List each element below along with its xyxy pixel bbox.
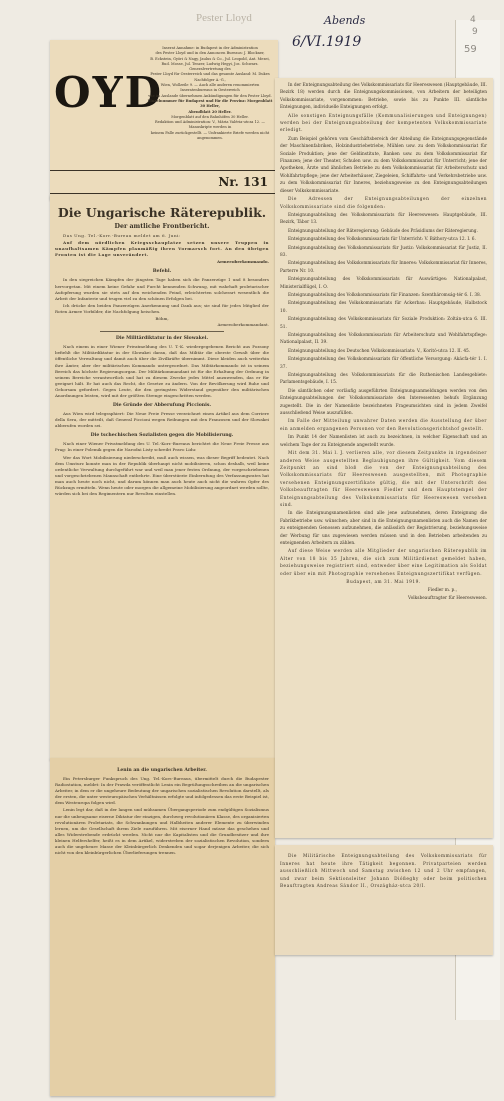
paragraph: Die Adressen der Enteignungsabteilungen der einzelnen Volkskommissariate sind die folgenden: <box>280 197 487 210</box>
signature-title: Armeeoberkommandant. <box>217 322 269 328</box>
masthead-title: OYD <box>54 68 163 117</box>
address-line: Enteignungsabteilung des Volkskommissariats für Soziale Produktion: Zoltán-utca 6. III. 51. <box>280 317 487 330</box>
issue-number: Nr. 131 <box>218 175 268 189</box>
main-article <box>55 203 269 498</box>
enteignung-notice-clipping <box>275 845 493 955</box>
paragraph: In den siegreichen Kämpfen der jüngsten Tage haben sich die Panzerzüge 1 und 8 besonders hervorgetan. Mit einem keine Gefahr und Furcht kennenden Schwung, mit wahrhaft proletarischer Aufopferung wurden sie stets auf den weichenden Feind, erleichterten solcherart wesentlich die Arbeit der Infanterie und trugen viel zu den schönen Erfolgen bei. <box>55 277 269 301</box>
pub-line: des Pester Lloyd und in den Annoncen Bureaus: J. Blockner, <box>155 51 265 56</box>
paragraph: Aus Wien wird telegraphiert: Die Neue Freie Presse verzeichnet einen Artikel aus dem Corriere della Sera, der mitteilt, daß General Piccioni wegen Reibungen mit den Franzosen und der Slowakei abberufen worden sei. <box>55 411 269 429</box>
pub-line: Inserat Annahme: in Budapest in der Administration <box>162 46 258 50</box>
pencil-mark-3: 59 <box>464 44 477 55</box>
pub-line: Rud. Mosse, Jul. Tenzer, Ludwig Hegyi, Jos. Schwarz. Generalvertretung des <box>161 61 259 72</box>
signature: Armeeoberkommando. <box>216 259 269 265</box>
paragraph: Die sämtlichen oder vorläufig ausgeführten Enteignungsanmeldungen werden von den Enteignungsabteilungen der Volkskommissariate den Interessenten behufs Ergänzung zugestellt. Die in der Namenliste bezeichneten Frageumsichten sind in jedem Zweifel ausschließend Weise auszufüllen. <box>280 388 487 417</box>
address-line: Enteignungsabteilung des Volkskommissariats für Arbeiterschutz und Wohlfahrtspflege: Nationalpalast, II. 39. <box>280 333 487 346</box>
pub-line: Morgenblatt auf den Bahnhöfen 30 Heller. <box>171 114 249 119</box>
paragraph: Die Militärische Enteignungsabteilung des Volkskommissariats für Inneres hat heute ihre Tätigkeit begonnen. Privatparteien werden ausschließlich Mittwoch und Samstag zwischen 12 und 2 Uhr empfangen, und zwar beim Sektionsleiter Johann Dióßeghy oder beim politischen Beauftragten Andreas Sándor II., Országház-utca 20/I. <box>280 854 487 890</box>
paragraph: In der Enteignungsabteilung des Volkskommissariats für Heereswesen (Hauptgebäude, III. Bezirk 18) werden durch die Enteignungskommissionen, von Arbeitern der beteiligten Volkskommissariate, vorgenommen: Betriebe, sowie bis zu Punkte III. sämtliche Enteignungen, individuelle Enteignungen erfolgt. <box>280 83 487 111</box>
address-line: Enteignungsabteilung des Volkskommissariats für die Ruthenischen Landesgebiete: Parlamentsgebäude, I. 15. <box>280 373 487 386</box>
address-line: Enteignungsabteilung des Volkskommissariats für Unterricht: V. Báthory-utca 12. I. 6. <box>288 237 476 243</box>
paragraph: Nach einer Wiener Privatmeldung des U. Tel.-Korr.-Bureaus berichtet die Neue Freie Presse aus Prag: In einer Polemik gegen die Narodni Listy schreibt Pravo Lidu: <box>55 441 269 453</box>
address-line: Enteignungsabteilung des Volkskommissariats für Heereswesen: Hauptgebäude, III. Bezirk, Tábor 13. <box>280 212 487 226</box>
pub-line: Einzelnummer für Budapest und für die Provinz: Morgenblatt 30 Heller, <box>147 98 273 109</box>
address-line: Enteignungsabteilung des Volkskommissariats für öffentliche Versorgung: Akácfa-tér 1. I. 37. <box>280 357 487 370</box>
paragraph: Im Punkt 14 der Namenlisten ist auch zu bezeichnen, in welcher Eigenschaft und an welchem Tage der zu Enteignende angestellt wurde. <box>280 435 487 448</box>
signature-title: Volksbeauftragter für Heereswesen. <box>408 595 487 601</box>
pub-line: wie im Auslande übernehmen Ankündigungen für den Pester Lloyd. <box>148 93 272 98</box>
enteignung-notice <box>280 853 487 892</box>
address-line: Enteignungsabteilung des Deutschen Volkskommissariats: V., Koritó-utca 12. II. 45. <box>288 348 471 354</box>
publication-info <box>146 46 274 141</box>
conscription-article <box>280 82 487 602</box>
paragraph: Ich drücke den beiden Panzerzügen Anerkennung und Dank aus; sie sind für jedes Mitglied der Roten Armee Vorbilder, die Nachfolgung heischen. <box>55 302 269 314</box>
section-heading: Die Militärdiktatur in der Slowakei. <box>115 336 209 342</box>
lenin-clipping <box>50 758 275 1096</box>
conscription-clipping <box>275 78 493 838</box>
masthead-clipping <box>50 40 278 200</box>
signature: Fiedler m. p., <box>427 588 457 594</box>
pencil-mark-1: 4 <box>470 15 476 25</box>
paragraph: Wer das Wort Mobilisierung niederschreibt, muß auch wissen, was dieser Begriff bedeutet. Nach dem Umsturz konnte man in der Republik überhaupt nicht mobilisieren, schon deshalb, weil keine ordentliche Verwaltung durchgeführt war und weil man jener festen Ordnung, der vorgeschriebenen und vorgeschriebenen Mannschaft entbehrte. Eine überstürzte Einberufung des Verfassungsrates hat man auch heute noch nicht, und darum können man auch heute auch nicht die wahren Opfer des Rückzugs ermitteln. Wenn heute oder morgen die allgemeine Mobilisierung angeordnet werden sollte, würden sich bei den Regimentern nur Revolten einstellen. <box>55 454 269 497</box>
masthead-rule-bottom <box>50 193 278 194</box>
address-line: Enteignungsabteilung des Volkskommissariats für Finanzen: Szentháromság-tér 6. I. 38. <box>288 292 482 298</box>
paragraph: Ein Petersburger Funkspruch des Ung. Tel.-Korr.-Bureaus, übermittelt durch die Budapester Radiostation, meldet: In der Prawda veröffentlicht Lenin ein Begrüßungsschreiben an die ungarischen Arbeiter, in dem er die ungeheure Bedeutung der ungarischen sozialistischen Revolution darstellt, als der ersten, die unter westeuropäischen Verhältnissen erfolgte und infolgedessen das erste Beispiel ist, dem Westeuropa folgen wird. <box>55 776 269 806</box>
paragraph: Auf diese Weise werden alle Mitglieder der ungarischen Räterepublik im Alter von 18 bis 35 Jahren, die sich zum Militärdienst gemeldet haben, beziehungsweise registriert sind, entweder über eine Legitimation als Soldat oder über ein mit Photographie versehenes Enteignungszertifikat verfügen. <box>280 549 487 577</box>
section-heading: Die tschechischen Sozialisten gegen die Mobilisierung. <box>90 433 234 439</box>
pub-line: keinem Falle zurückgestellt. — Unfrankierte Briefe werden nicht angenommen. <box>150 130 270 141</box>
paragraph: In die Enteignungsnamenlisten sind alle jene aufzunehmen, deren Enteignung die Fabrikbetriebe usw. wünschen; aber sind in die Enteignungsnamenlisten auch die Namen der zu enteignenden Genossen aufzunehmen, die anlässlich der Registrierung, beziehungsweise der Werbung für uns zugewiesen werden müssen und in den Betrieben arbeitenden zu enteignenden Arbeitern zu zählen. <box>280 511 487 546</box>
order-heading: Befehl. <box>152 269 172 275</box>
pub-line: B. Eckstein, Györi & Nagy, Jaulus & Co., Jul. Leopold, Ant. Mezei, <box>150 56 270 61</box>
paragraph: Das Ung. Tel.-Korr.-Bureau meldet am 6. Juni: <box>63 233 181 238</box>
handwritten-paper-name: Abends <box>324 14 366 27</box>
stamp-pester-lloyd: Pester Lloyd <box>196 12 252 24</box>
section-rule <box>100 331 224 332</box>
lenin-article <box>55 764 269 857</box>
address-line: Enteignungsabteilung des Volkskommissariats für Auswärtiges: Nationalpalast, Ministerialflügel, I. O. <box>280 277 487 290</box>
section-heading: Die Gründe der Abberufung Piccionis. <box>112 403 212 409</box>
masthead-rule <box>50 170 278 171</box>
front-report-heading: Der amtliche Frontbericht. <box>114 223 210 230</box>
signature: Böhm, <box>155 316 169 322</box>
pencil-mark-2: 9 <box>472 27 478 37</box>
section-heading: Lenin an die ungarischen Arbeiter. <box>117 768 207 773</box>
address-line: Enteignungsabteilung des Volkskommissariats für Justiz: Volkskommissariat für Justiz, II. 83. <box>280 245 487 258</box>
paragraph: Auf dem nördlichen Kriegsschauplatze setzen unsere Truppen in unaufhaltsamen Kämpfen planmäßig ihren Vormarsch fort. An den übrigen Fronten ist die Lage unverändert. <box>55 240 269 258</box>
pub-line: Pester Lloyd für Oesterreich und das gesamte Ausland: M. Dukes Nachfolger A.-G., <box>150 72 270 82</box>
paragraph: Alle sonstigen Enteignungsfälle (Kommunalisierungen und Enteignungen) werden bei der Enteignungsabteilung der kompetenten Volkskommissariate erledigt. <box>280 113 487 134</box>
main-article-clipping <box>50 195 275 760</box>
address-line: Enteignungsabteilung des Volkskommissariats für Ackerbau: Hauptgebäude, Halbstock 10. <box>280 301 487 314</box>
address-line: Enteignungsabteilung des Volkskommissariats für Inneres: Volkskommissariat für Inneres, Parterre Nr. 10. <box>280 261 487 274</box>
paragraph: Lenin legt dar, daß in der langen und mühsamen Übergangsperiode zum endgültigen Sozialismus nur die unbeugsame eiserne Diktatur der einzigen, durchweg revolutionären Klasse, des organisierten revolutionären Proletariats, die Schwankungen und Halbheiten anderer Elemente zu überwinden lernen, um die Gesellschaft ihrem Ziele zuzuführen. Mit eiserner Hand müsse das geschehen und alles Widerstrebende erdrückt werden. Nicht nur die Kapitalisten und die Grundbesitzer und ihre kleinen Helfershelfer, heißt es in dem Artikel, widerstreben der sozialistischen Revolution, sondern auch die ungeheure Masse der Kleinbürgerlich Denkenden und sogar derjenigen Arbeiter, die sich nicht von den kleinbürgerlichen Überlieferungen trennen. <box>55 807 269 856</box>
address-line: Enteignungsabteilung der Räteregierung: Gebäude des Präsidiums der Räteregierung. <box>288 228 478 234</box>
paragraph: Mit dem 31. Mai l. J. verlieren alle, vor diesem Zeitpunkte in irgendeiner anderen Weise ausgestellten Beglaubigungen ihre Gültigkeit. Vom diesem Zeitpunkt an sind bloß die von der Enteignungsabteilung des Volkskommissariats für Heereswesen ausgestellten, mit Photographie versehenen Enteignungszertifikate gültig, die mit der Unterschrift des Volksbeauftragten für Heereswesen Fiedler und dem Hauptstempel der Enteignungsabteilung des Volkskommissariats für Heereswesen versehen sind. <box>280 451 487 508</box>
paragraph: Zum Beispiel gehören vom Geschäftsbereich der Abteilung die Enteignungsgegenstände der Maschinenfabriken, Holzindustriebetriebe, Mühlen usw. zu dem Volkskommissariat für Soziale Produktion; jene der Geldinstitute, Banken usw. zu dem Volkskommissariat für Finanzen; jene der Theater, Schulen usw. zu dem Volkskommissariat für Unterricht; jene der Apotheken, Ärzte und ähnlichen Betriebe zu dem Volkskommissariat für Arbeiterschutz und Wohlfahrtspflege; jene der Arbeiterhäuser, Ziegeleien, Schiffahrts- und Verkehrsbetriebe usw. zu dem Volkskommissariat für Inneres, beziehungsweise zu den Enteignungsabteilungen dieser Volkskommissariate. <box>280 136 487 194</box>
paragraph: Nach einem in einer Wiener Privatmeldung des U. T.-K. wiedergegebenen Bericht aus Pozsony befiehlt die Militärdiktatur in der Slowakei daran, daß das Militär die oberste Gewalt über die öffentliche Verwaltung und damit auch über die Zivilkräfte übernimmt. Diese kleiden auch weiterhin ihre Ämter, aber der militärischen Kommando untergeordnet. Das Militärkommando ist in seinem Bereich das höchste Regierungsorgan. Der Militärkommandant ist für die Erhaltung der Ordnung in seinem Bereiche verantwortlich und hat zu diesem Zwecke jedes Mittel anzuwenden, das er für geeignet hält. Er hat auch das Recht, die Gesetze zu ändern. Von der Bevölkerung wird Ruhe und Gehorsam gefordert. Gegen Leute, die den geringsten Widerstand gegenüber den militärischen Anordnungen leisten, wird mit der größten Strenge eingeschritten werden. <box>55 344 269 398</box>
date-line: Budapest, am 31. Mai 1919. <box>346 580 421 585</box>
article-title: Die Ungarische Räterepublik. <box>57 205 267 220</box>
pub-line: Abendblatt 20 Heller. <box>188 109 232 114</box>
pub-line: Wien, Wollzeile 9. — Auch alle anderen renommierten Inseratenbureaus in Oesterreich <box>160 83 260 93</box>
paragraph: Im Falle der Mitteilung unwahrer Daten werden die Ausstellung der über ein anmelden ergangenen Personen vor den Revolutionsgerichtshof gestellt. <box>280 419 487 432</box>
pub-line: Redaktion und Administration: V., Mária Valéria-utcza 12. — Manuskripte werden in <box>155 120 265 130</box>
handwritten-date: 6/VI.1919 <box>292 34 362 50</box>
